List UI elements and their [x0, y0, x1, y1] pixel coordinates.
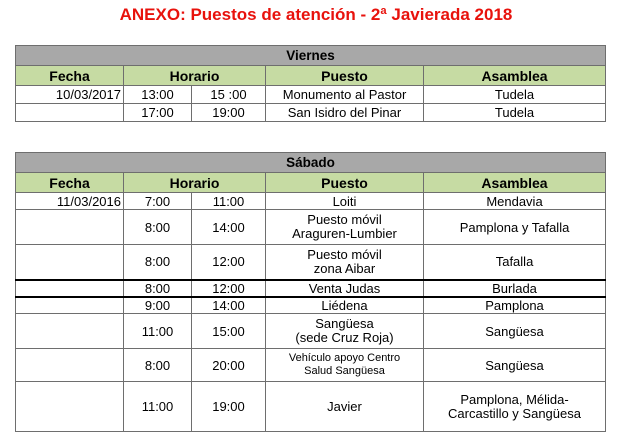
sabado-header-row: [16, 173, 606, 193]
table-row: [16, 297, 606, 314]
cell-fecha: [16, 104, 124, 122]
cell-fecha: [16, 245, 124, 280]
cell-inicio: 8:00: [124, 349, 192, 382]
table-row: [16, 193, 606, 210]
cell-fecha: [16, 210, 124, 245]
cell-inicio: 9:00: [124, 297, 192, 314]
cell-asamblea: Pamplona, Mélida- Carcastillo y Sangüesa: [424, 382, 606, 432]
cell-fin: 19:00: [192, 104, 266, 122]
viernes-day-label: Viernes: [16, 46, 606, 66]
cell-inicio: 11:00: [124, 382, 192, 432]
cell-inicio: 7:00: [124, 193, 192, 210]
header-asamblea: Asamblea: [424, 173, 606, 193]
header-fecha: Fecha: [16, 173, 124, 193]
sabado-band-row: [16, 153, 606, 173]
table-row: [16, 210, 606, 245]
table-row: [16, 382, 606, 432]
cell-asamblea: Pamplona: [424, 297, 606, 314]
cell-asamblea: Burlada: [424, 280, 606, 297]
cell-fecha: 10/03/2017: [16, 86, 124, 104]
cell-asamblea: Tudela: [424, 86, 606, 104]
cell-fecha: [16, 382, 124, 432]
cell-fecha: [16, 280, 124, 297]
viernes-table: [15, 45, 606, 122]
header-puesto: Puesto: [266, 173, 424, 193]
header-fecha: Fecha: [16, 66, 124, 86]
cell-fin: 11:00: [192, 193, 266, 210]
table-row: [16, 86, 606, 104]
cell-inicio: 17:00: [124, 104, 192, 122]
cell-fin: 19:00: [192, 382, 266, 432]
sabado-day-label: Sábado: [16, 153, 606, 173]
cell-asamblea: Mendavia: [424, 193, 606, 210]
cell-puesto: Monumento al Pastor: [266, 86, 424, 104]
page-title: ANEXO: Puestos de atención - 2ª Javierada 2018: [119, 5, 513, 24]
cell-fin: 20:00: [192, 349, 266, 382]
cell-puesto: Puesto móvil Araguren-Lumbier: [266, 210, 424, 245]
cell-inicio: 13:00: [124, 86, 192, 104]
cell-puesto: San Isidro del Pinar: [266, 104, 424, 122]
header-horario: Horario: [124, 66, 266, 86]
table-row: [16, 349, 606, 382]
cell-fin: 12:00: [192, 280, 266, 297]
cell-inicio: 8:00: [124, 280, 192, 297]
sabado-table: [15, 152, 606, 432]
cell-puesto: Liédena: [266, 297, 424, 314]
header-asamblea: Asamblea: [424, 66, 606, 86]
cell-puesto: Javier: [266, 382, 424, 432]
cell-fin: 15 :00: [192, 86, 266, 104]
header-horario: Horario: [124, 173, 266, 193]
cell-fecha: 11/03/2016: [16, 193, 124, 210]
cell-puesto: Venta Judas: [266, 280, 424, 297]
cell-inicio: 8:00: [124, 210, 192, 245]
table-row: [16, 314, 606, 349]
cell-fecha: [16, 314, 124, 349]
cell-fecha: [16, 349, 124, 382]
table-row: [16, 104, 606, 122]
cell-asamblea: Tudela: [424, 104, 606, 122]
cell-asamblea: Pamplona y Tafalla: [424, 210, 606, 245]
cell-puesto: Vehículo apoyo Centro Salud Sangüesa: [266, 349, 424, 382]
cell-inicio: 8:00: [124, 245, 192, 280]
cell-inicio: 11:00: [124, 314, 192, 349]
viernes-band-row: [16, 46, 606, 66]
cell-fin: 14:00: [192, 297, 266, 314]
cell-fecha: [16, 297, 124, 314]
cell-puesto: Loiti: [266, 193, 424, 210]
cell-fin: 12:00: [192, 245, 266, 280]
cell-asamblea: Sangüesa: [424, 314, 606, 349]
table-row: [16, 280, 606, 297]
cell-fin: 14:00: [192, 210, 266, 245]
cell-puesto: Sangüesa (sede Cruz Roja): [266, 314, 424, 349]
cell-asamblea: Tafalla: [424, 245, 606, 280]
cell-puesto: Puesto móvil zona Aibar: [266, 245, 424, 280]
cell-fin: 15:00: [192, 314, 266, 349]
table-row: [16, 245, 606, 280]
cell-asamblea: Sangüesa: [424, 349, 606, 382]
header-puesto: Puesto: [266, 66, 424, 86]
viernes-header-row: [16, 66, 606, 86]
